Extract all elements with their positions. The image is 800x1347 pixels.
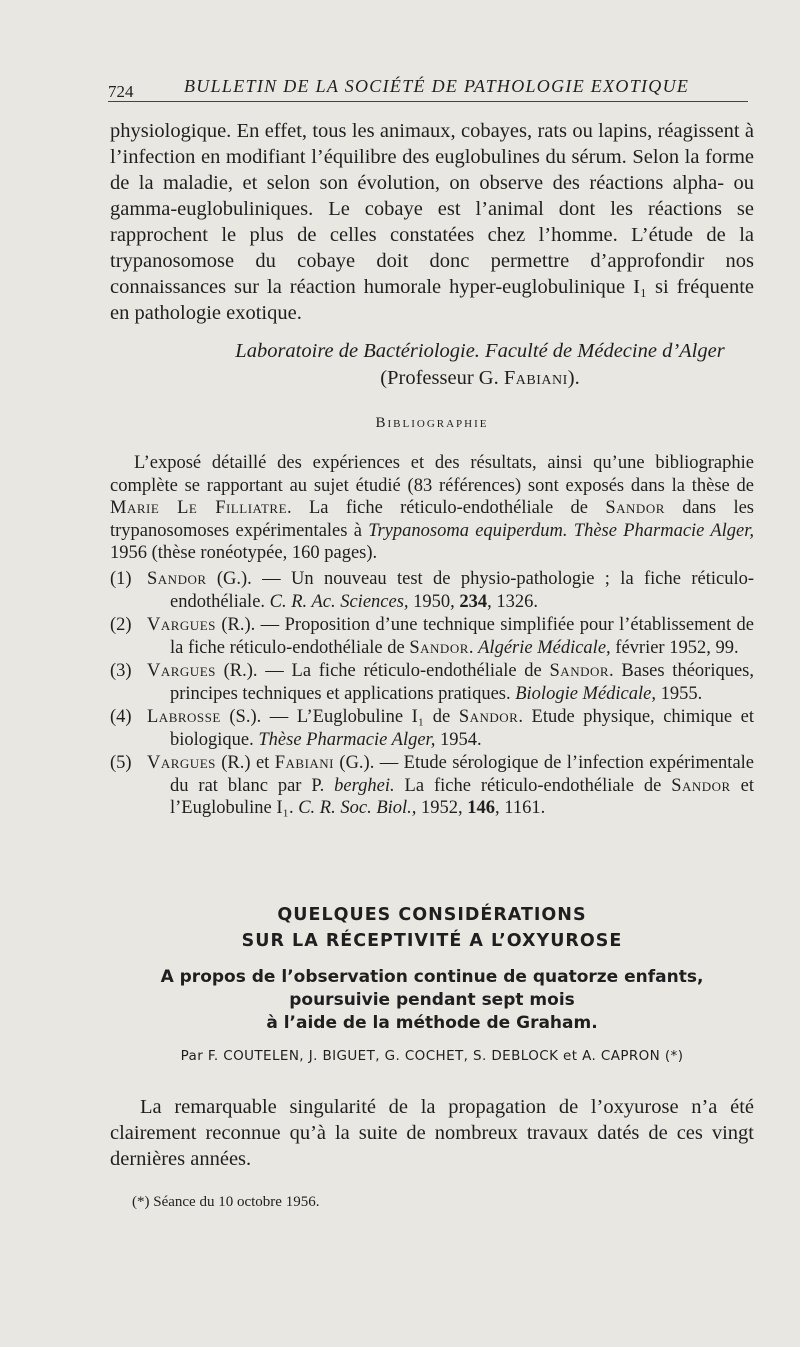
reference-year: 1955. <box>656 683 703 704</box>
reference-title: Proposition d’une technique simplifiée pour l’établissement de la fiche réticulo-endothéliale de <box>170 615 754 658</box>
biblio-intro-author: Marie Le Filliatre <box>110 498 288 518</box>
reference-title-cont: . Etude physique, chimique et biologique. <box>170 707 754 750</box>
affiliation-prof-suffix: ). <box>567 367 580 389</box>
reference-cited-name: Sandor <box>409 637 469 658</box>
reference-cited-name: Sandor <box>549 661 610 681</box>
article-subtitle-line-1: A propos de l’observation continue de quatorze enfants, <box>160 967 704 987</box>
reference-title: L’Euglobuline I₁ de <box>296 707 459 727</box>
reference-item <box>110 614 754 659</box>
affiliation-lab <box>200 338 760 364</box>
running-header <box>108 72 748 102</box>
reference-source: Thèse Pharmacie Alger, <box>258 729 436 750</box>
reference-initials: (R.). — <box>215 615 285 635</box>
reference-title: Un nouveau test de physio-pathologie ; la fiche réticulo-endothéliale. <box>170 569 754 612</box>
article-lead-paragraph: La remarquable singularité de la propagation de l’oxyurose n’a été clairement reconnue qu’à la suite de nombreux travaux datés de ces vingt dernières années. <box>110 1096 754 1170</box>
reference-item <box>110 568 754 613</box>
biblio-intro-sandor: Sandor <box>605 498 665 518</box>
reference-title: La fiche réticulo-endothéliale de <box>291 661 550 681</box>
affiliation-prof-name: Fabiani <box>503 367 568 389</box>
affiliation-prof-prefix: (Professeur G. <box>380 367 504 389</box>
reference-title: Etude sérologique de l’infection expérimentale du rat blanc par P. <box>170 753 755 796</box>
journal-title: BULLETIN DE LA SOCIÉTÉ DE PATHOLOGIE EXOTIQUE <box>184 76 690 96</box>
affiliation-lab-text: Laboratoire de Bactériologie. Faculté de Médecine d’Alger <box>235 340 725 362</box>
biblio-intro-text-4: 1956 (thèse ronéotypée, 160 pages). <box>110 543 378 563</box>
biblio-intro-text-3: dans les trypanosomoses expérimentales à <box>110 498 755 541</box>
reference-initials: (G.). — <box>206 569 292 589</box>
bibliography-heading: Bibliographie <box>375 415 489 431</box>
reference-source: C. R. Ac. Sciences, <box>269 591 409 612</box>
reference-item <box>110 660 754 705</box>
intro-paragraph: physiologique. En effet, tous les animaux, cobayes, rats ou lapins, réagissent à l’infection en modifiant l’équilibre des euglobulines du sérum. Selon la forme de la maladie, et selon son évolution, on observe des réactions alpha- ou gamma-euglobuliniques. Le cobaye est l’animal dont les réactions se rapprochent le plus de celles constatées chez l’homme. L’étude de la trypanosomose du cobaye doit donc permettre d’approfondir nos connaissances sur la réaction humorale hyper-euglobulinique I₁ si fréquente en pathologie exotique. <box>110 120 754 324</box>
reference-coauthor-initials: (G.). — <box>334 753 404 773</box>
article-title-line-1: QUELQUES CONSIDÉRATIONS <box>277 905 587 925</box>
reference-number: (2) <box>110 615 132 635</box>
bibliography-intro <box>110 452 754 565</box>
article-title-line-2: SUR LA RÉCEPTIVITÉ A L’OXYUROSE <box>241 931 623 951</box>
reference-number: (3) <box>110 661 132 681</box>
reference-volume: 146 <box>467 798 496 818</box>
reference-year: 1954. <box>435 729 482 750</box>
reference-title-cont: . Bases théoriques, principes techniques et applications pratiques. <box>170 661 754 704</box>
reference-cited-name: Sandor <box>671 775 731 796</box>
reference-source: Biologie Médicale, <box>515 683 656 704</box>
reference-initials: (R.). — <box>215 661 292 681</box>
reference-species: berghei. <box>334 775 395 796</box>
header-divider <box>108 101 748 102</box>
reference-number: (5) <box>110 753 132 773</box>
article-subtitle-line-2: poursuivie pendant sept mois <box>289 990 575 1010</box>
reference-author: Vargues <box>147 615 216 635</box>
reference-item <box>110 706 754 751</box>
reference-author: Labrosse <box>147 707 221 727</box>
reference-volume: 234 <box>459 591 488 612</box>
biblio-intro-text-2: . La fiche réticulo-endothéliale de <box>287 498 606 518</box>
reference-title-cont: La fiche réticulo-endothéliale de <box>394 775 672 796</box>
reference-source: Algérie Médicale, <box>478 637 611 658</box>
biblio-intro-italic: Trypanosoma equiperdum. Thèse Pharmacie Alger, <box>368 520 754 541</box>
affiliation-professor <box>200 365 760 391</box>
biblio-intro-text-1: L’exposé détaillé des expériences et des résultats, ainsi qu’une bibliographie complète se rapportant au sujet étudié (83 références) sont exposés dans la thèse de <box>110 453 754 496</box>
reference-year: février 1952, 99. <box>610 637 739 658</box>
reference-initials: (S.). — <box>220 707 297 727</box>
article-authors: Par F. COUTELEN, J. BIGUET, G. COCHET, S. DEBLOCK et A. CAPRON (*) <box>180 1048 684 1064</box>
reference-item <box>110 752 754 820</box>
reference-number: (4) <box>110 707 132 727</box>
reference-cited-name: Sandor <box>458 707 519 727</box>
reference-title-cont: . <box>468 637 479 658</box>
reference-source: C. R. Soc. Biol., <box>298 798 417 818</box>
reference-pages: , 1161. <box>495 798 546 818</box>
reference-title-end: et l’Euglobuline I₁. <box>170 775 755 818</box>
reference-author: Vargues <box>147 661 216 681</box>
reference-year: 1952, <box>416 798 468 818</box>
reference-initials: (R.) et <box>215 753 275 773</box>
article-subtitle-line-3: à l’aide de la méthode de Graham. <box>266 1013 598 1033</box>
reference-list <box>110 568 754 821</box>
page-number: 724 <box>108 82 134 101</box>
reference-coauthor: Fabiani <box>274 753 335 773</box>
reference-author: Sandor <box>147 569 207 589</box>
reference-number: (1) <box>110 569 132 589</box>
reference-year: 1950, <box>408 591 460 612</box>
reference-pages: , 1326. <box>487 591 539 612</box>
footnote: (*) Séance du 10 octobre 1956. <box>132 1194 320 1210</box>
reference-author: Vargues <box>147 753 216 773</box>
